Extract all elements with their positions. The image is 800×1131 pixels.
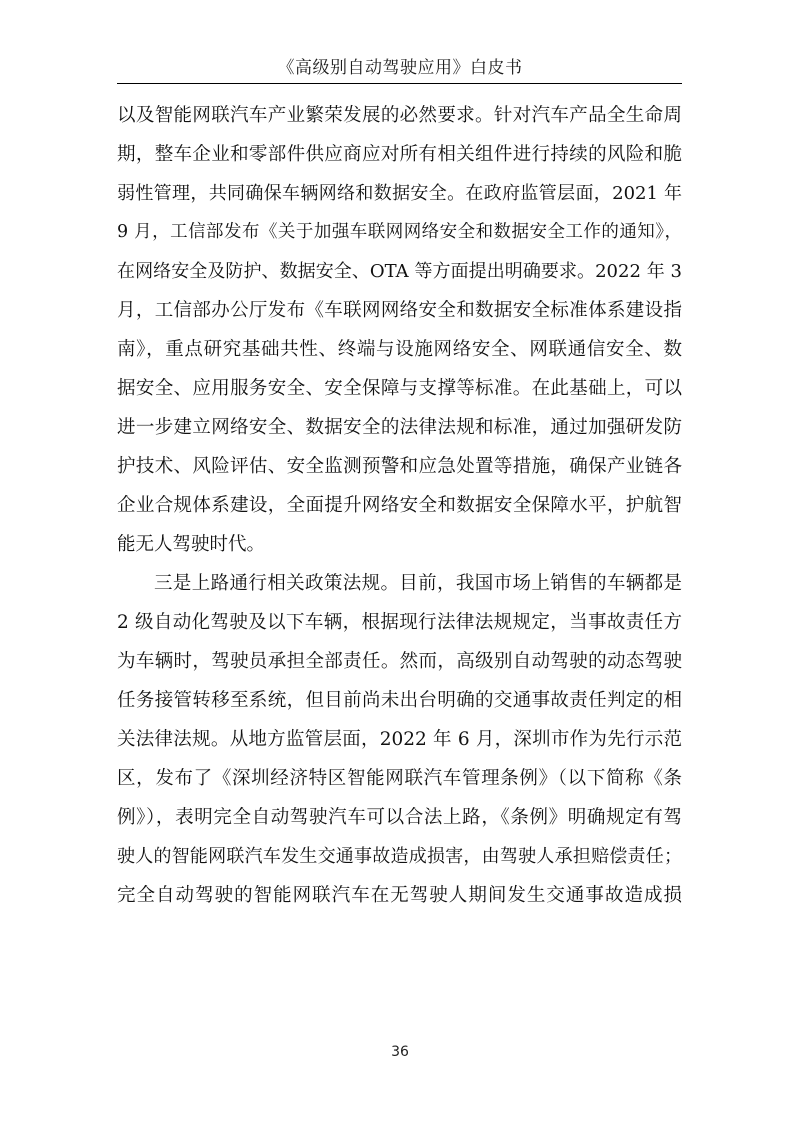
text-line: 关法律法规。从地方监管层面，2022 年 6 月，深圳市作为先行示范 [117,729,682,750]
text-line: 期，整车企业和零部件供应商应对所有相关组件进行持续的风险和脆 [117,144,682,165]
text-line: 以及智能网联汽车产业繁荣发展的必然要求。针对汽车产品全生命周 [117,105,682,126]
text-line: 护技术、风险评估、安全监测预警和应急处置等措施，确保产业链各 [117,456,682,477]
text-line: 企业合规体系建设，全面提升网络安全和数据安全保障水平，护航智 [117,495,682,516]
text-line: 弱性管理，共同确保车辆网络和数据安全。在政府监管层面，2021 年 [117,183,682,204]
text-line: 三是上路通行相关政策法规。目前，我国市场上销售的车辆都是 [154,573,682,594]
document-body [117,96,682,915]
text-line: 区，发布了《深圳经济特区智能网联汽车管理条例》（以下简称《条 [117,768,682,789]
header-divider [117,83,682,84]
paragraph-cybersecurity [117,96,682,564]
text-line: 例》），表明完全自动驾驶汽车可以合法上路，《条例》明确规定有驾 [117,807,682,828]
text-line: 任务接管转移至系统，但目前尚未出台明确的交通事故责任判定的相 [117,690,682,711]
text-line: 2 级自动化驾驶及以下车辆，根据现行法律法规规定，当事故责任方 [117,612,682,633]
text-line: 完全自动驾驶的智能网联汽车在无驾驶人期间发生交通事故造成损 [117,885,682,906]
text-line: 为车辆时，驾驶员承担全部责任。然而，高级别自动驾驶的动态驾驶 [117,651,682,672]
document-header-title: 《高级别自动驾驶应用》白皮书 [277,58,523,78]
page-number: 36 [391,1044,409,1060]
text-line: 南》，重点研究基础共性、终端与设施网络安全、网联通信安全、数 [117,339,682,360]
paragraph-road-regulations [117,564,682,915]
text-line: 9 月，工信部发布《关于加强车联网网络安全和数据安全工作的通知》， [117,222,682,242]
text-line: 能无人驾驶时代。 [117,534,266,555]
text-line: 据安全、应用服务安全、安全保障与支撑等标准。在此基础上，可以 [117,378,682,399]
text-line: 驶人的智能网联汽车发生交通事故造成损害，由驾驶人承担赔偿责任； [117,846,682,867]
text-line: 在网络安全及防护、数据安全、OTA 等方面提出明确要求。2022 年 3 [117,261,682,282]
text-line: 月，工信部办公厅发布《车联网网络安全和数据安全标准体系建设指 [117,300,682,321]
text-line: 进一步建立网络安全、数据安全的法律法规和标准，通过加强研发防 [117,417,682,438]
